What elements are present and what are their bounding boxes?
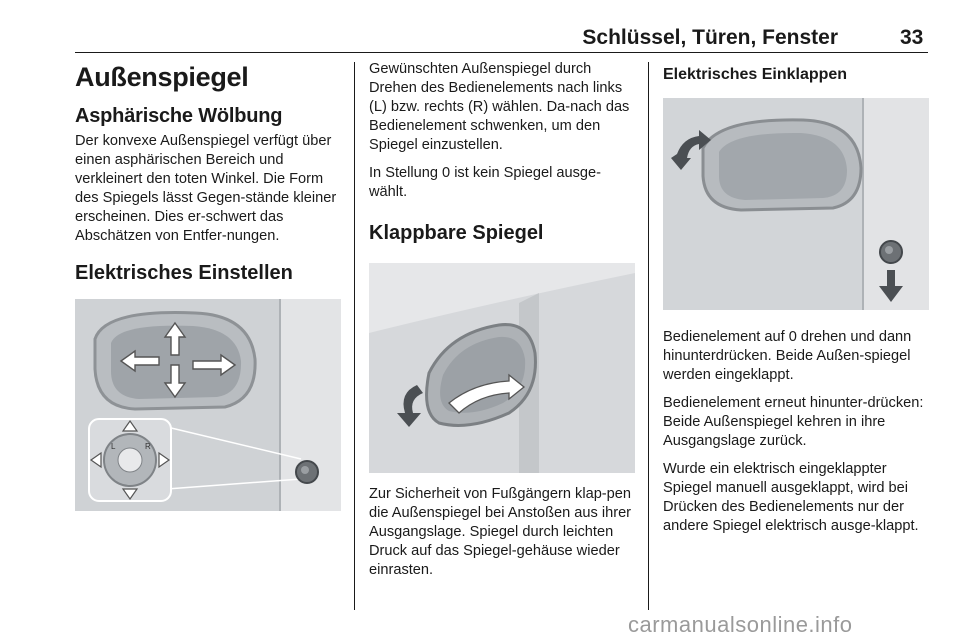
column-divider-1 xyxy=(354,62,355,610)
watermark: carmanualsonline.info xyxy=(628,612,853,637)
paragraph-position-zero: In Stellung 0 ist kein Spiegel ausge-wählt. xyxy=(369,165,602,200)
running-header-title: Schlüssel, Türen, Fenster xyxy=(582,26,838,49)
paragraph-manual-unfold: Wurde ein elektrisch eingeklappter Spiegel manuell ausgeklappt, wird bei Drücken des Bedienelements nur der andere Spiegel elektrisch ausge-klappt. xyxy=(663,461,919,534)
paragraph-pedestrian-safety: Zur Sicherheit von Fußgängern klap-pen die Außenspiegel bei Anstoßen aus ihrer Ausgangslage. Spiegel durch leichten Druck auf das Spiegel-gehäuse wieder einrasten. xyxy=(369,486,632,578)
paragraph-aspherical: Der konvexe Außenspiegel verfügt über einen asphärischen Bereich und verkleinert den toten Winkel. Die Form des Spiegels lässt Gegen-stände kleiner erscheinen. Dies er-schwert das Abschätzen von Entfer-nungen. xyxy=(75,133,337,244)
column-3 xyxy=(663,60,928,545)
column-1 xyxy=(75,60,340,525)
section-heading-aspherical: Asphärische Wölbung xyxy=(75,105,283,127)
folding-mirror-illustration xyxy=(369,263,635,473)
column-2 xyxy=(369,60,634,589)
section-heading-folding: Klappbare Spiegel xyxy=(369,222,544,244)
paragraph-turn-press: Bedienelement auf 0 drehen und dann hinunterdrücken. Beide Außen-spiegel werden eingeklappt. xyxy=(663,329,912,383)
paragraph-press-again: Bedienelement erneut hinunter-drücken: Beide Außenspiegel kehren in ihre Ausgangslage zurück. xyxy=(663,395,924,449)
figure-folding-mirror xyxy=(369,263,635,473)
figure-mirror-adjust xyxy=(75,299,341,511)
column-divider-2 xyxy=(648,62,649,610)
mirror-adjust-illustration xyxy=(75,299,341,511)
header-rule xyxy=(75,52,928,53)
page-number: 33 xyxy=(900,26,924,49)
electric-fold-illustration xyxy=(663,98,929,310)
paragraph-select-mirror: Gewünschten Außenspiegel durch Drehen des Bedienelements nach links (L) bzw. rechts (R) wählen. Da-nach das Bedienelement schwenken, um den Spiegel einzustellen. xyxy=(369,61,630,153)
section-heading-electric-fold: Elektrisches Einklappen xyxy=(663,66,848,83)
knob-label-right: R xyxy=(145,442,151,451)
chapter-title: Außenspiegel xyxy=(75,62,249,92)
knob-label-left: L xyxy=(111,442,116,451)
figure-electric-fold xyxy=(663,98,929,310)
section-heading-electric-adjust: Elektrisches Einstellen xyxy=(75,262,293,284)
